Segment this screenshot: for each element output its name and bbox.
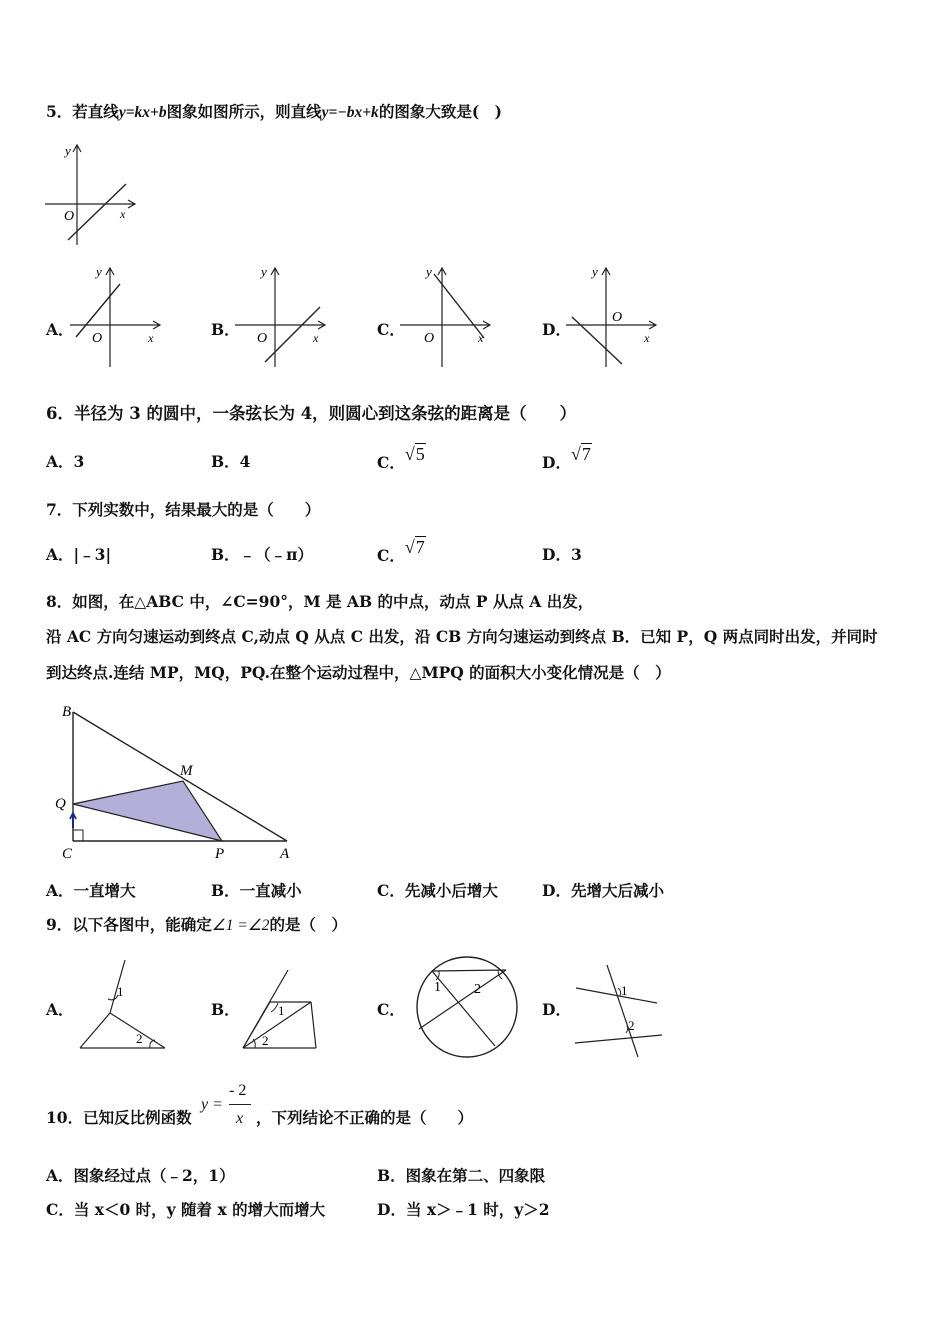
q9-figure-c: [412, 955, 522, 1065]
q5-d-x-label: x: [644, 331, 650, 345]
q8-line1: 8．如图，在△ABC 中，∠C=90°，M 是 AB 的中点，动点 P 从点 A 出发，: [46, 592, 594, 611]
q6-option-c-sqrt: √5: [404, 444, 425, 464]
q5-stem-a: 若直线: [72, 102, 119, 121]
q7-option-a: A．|﹣3|: [46, 545, 112, 564]
q8-label-q: Q: [55, 796, 66, 812]
q5-stem-c: 的图象大致是( ): [378, 102, 502, 121]
q5-option-a-graph: [70, 262, 165, 372]
q5-stem-b: 图象如图所示，则直线: [166, 102, 322, 121]
q10-stem-a: 10．已知反比例函数: [46, 1108, 192, 1127]
q7-option-c-label: C．: [377, 546, 405, 565]
q5-main-y-label: y: [65, 143, 71, 158]
q5-option-b-graph: [235, 262, 330, 372]
q6-option-b: B．4: [211, 452, 251, 471]
q6-option-a: A．3: [46, 452, 85, 471]
q9-figure-a: [75, 955, 175, 1055]
q9-d-angle2: 2: [628, 1018, 635, 1033]
q5-c-x-label: x: [478, 331, 484, 345]
q8-option-c: C．先减小后增大: [377, 881, 498, 900]
q10-option-b: B．图象在第二、四象限: [377, 1166, 546, 1185]
q5-expr2: y=−bx+k: [321, 104, 379, 121]
q10-option-c: C．当 x＜0 时，y 随着 x 的增大而增大: [46, 1200, 326, 1219]
q8-label-b: B: [62, 704, 72, 720]
q8-label-m: M: [180, 763, 193, 779]
q7-option-c-sqrt: √7: [404, 537, 425, 557]
q9-option-b-label: B．: [211, 1000, 240, 1019]
q6-option-d-label: D．: [542, 453, 571, 472]
q10-func-numerator: - 2: [229, 1082, 247, 1099]
q9-a-angle2: 2: [136, 1031, 143, 1046]
q10-func-denominator: x: [236, 1110, 244, 1127]
q6-option-d-radicand: 7: [581, 444, 591, 464]
q10-option-a: A．图象经过点（﹣2，1）: [46, 1166, 235, 1185]
q9-c-angle1: 1: [434, 980, 441, 995]
q5-main-graph: [40, 140, 140, 250]
q5-option-a-label: A．: [46, 320, 74, 339]
q10-option-d: D．当 x＞﹣1 时，y＞2: [377, 1200, 550, 1219]
q10-func-lhs: y =: [201, 1096, 223, 1113]
q8-line2: 沿 AC 方向匀速运动到终点 C,动点 Q 从点 C 出发，沿 CB 方向匀速运动到终点 B．已知 P，Q 两点同时出发，并同时: [46, 627, 878, 646]
q6-option-c-radicand: 5: [415, 444, 425, 464]
q8-label-c: C: [62, 846, 73, 862]
q8-triangle-figure: [50, 700, 310, 865]
q8-option-a: A．一直增大: [46, 881, 136, 900]
q8-triangle-mpq: [73, 781, 222, 841]
q9-option-d-label: D．: [542, 1000, 571, 1019]
q5-c-origin: O: [424, 331, 435, 346]
q7-option-d: D．3: [542, 545, 582, 564]
q6-option-d-sqrt: √7: [570, 444, 591, 464]
q9-stem-a: 9．以下各图中，能确定: [46, 915, 212, 934]
q9-d-angle1: 1: [621, 983, 628, 998]
q9-stem-b: 的是（ ）: [269, 915, 347, 934]
q9-b-angle1: 1: [278, 1003, 285, 1018]
q6-option-c: [377, 444, 426, 473]
q5-option-b-label: B．: [211, 320, 240, 339]
q5-main-origin: O: [64, 209, 75, 224]
q9-figure-b: [238, 965, 328, 1055]
q5-option-c-graph: [400, 262, 495, 372]
q6-option-d: [542, 444, 592, 473]
q10-stem-b: ，下列结论不正确的是（ ）: [256, 1108, 474, 1127]
q8-option-b: B．一直减小: [211, 881, 302, 900]
q5-main-x-label: x: [120, 207, 126, 221]
q5-number: 5．: [46, 102, 73, 121]
q8-option-d: D．先增大后减小: [542, 881, 664, 900]
q5-option-d-label: D．: [542, 320, 571, 339]
q8-label-a: A: [280, 846, 290, 862]
q9-b-angle2: 2: [262, 1033, 269, 1048]
q9-c-angle2: 2: [474, 982, 481, 997]
q5-option-d-graph: [566, 262, 661, 372]
q6-stem: 6．半径为 3 的圆中，一条弦长为 4，则圆心到这条弦的距离是（ ）: [46, 404, 577, 423]
q6-option-c-label: C．: [377, 453, 405, 472]
q5-b-origin: O: [257, 331, 268, 346]
q9-a-angle1: 1: [117, 984, 124, 999]
q9-option-a-label: A．: [46, 1000, 74, 1019]
q5-c-y-label: y: [426, 264, 432, 279]
q8-label-p: P: [215, 846, 225, 862]
q5-a-origin: O: [92, 331, 103, 346]
q9-angle-expr: ∠1 =∠2: [211, 917, 270, 934]
q5-b-y-label: y: [261, 264, 267, 279]
q5-option-c-label: C．: [377, 320, 405, 339]
q10-fraction-bar: [229, 1104, 251, 1105]
q8-line3: 到达终点.连结 MP，MQ，PQ.在整个运动过程中，△MPQ 的面积大小变化情况是（ ）: [46, 663, 671, 682]
q5-d-y-label: y: [592, 264, 598, 279]
q9-option-c-label: C．: [377, 1000, 405, 1019]
q9-figure-d: [570, 960, 670, 1060]
q5-stem: [46, 102, 502, 123]
q7-option-c-radicand: 7: [415, 537, 425, 557]
q7-option-b: B．﹣（﹣π）: [211, 545, 313, 564]
q5-expr1: y=kx+b: [118, 104, 167, 121]
q5-b-x-label: x: [313, 331, 319, 345]
q5-a-x-label: x: [148, 331, 154, 345]
q9-stem: [46, 915, 347, 936]
q5-d-origin: O: [612, 310, 623, 325]
q7-option-c: [377, 537, 426, 566]
q5-a-y-label: y: [96, 264, 102, 279]
q7-stem: 7．下列实数中，结果最大的是（ ）: [46, 500, 321, 519]
